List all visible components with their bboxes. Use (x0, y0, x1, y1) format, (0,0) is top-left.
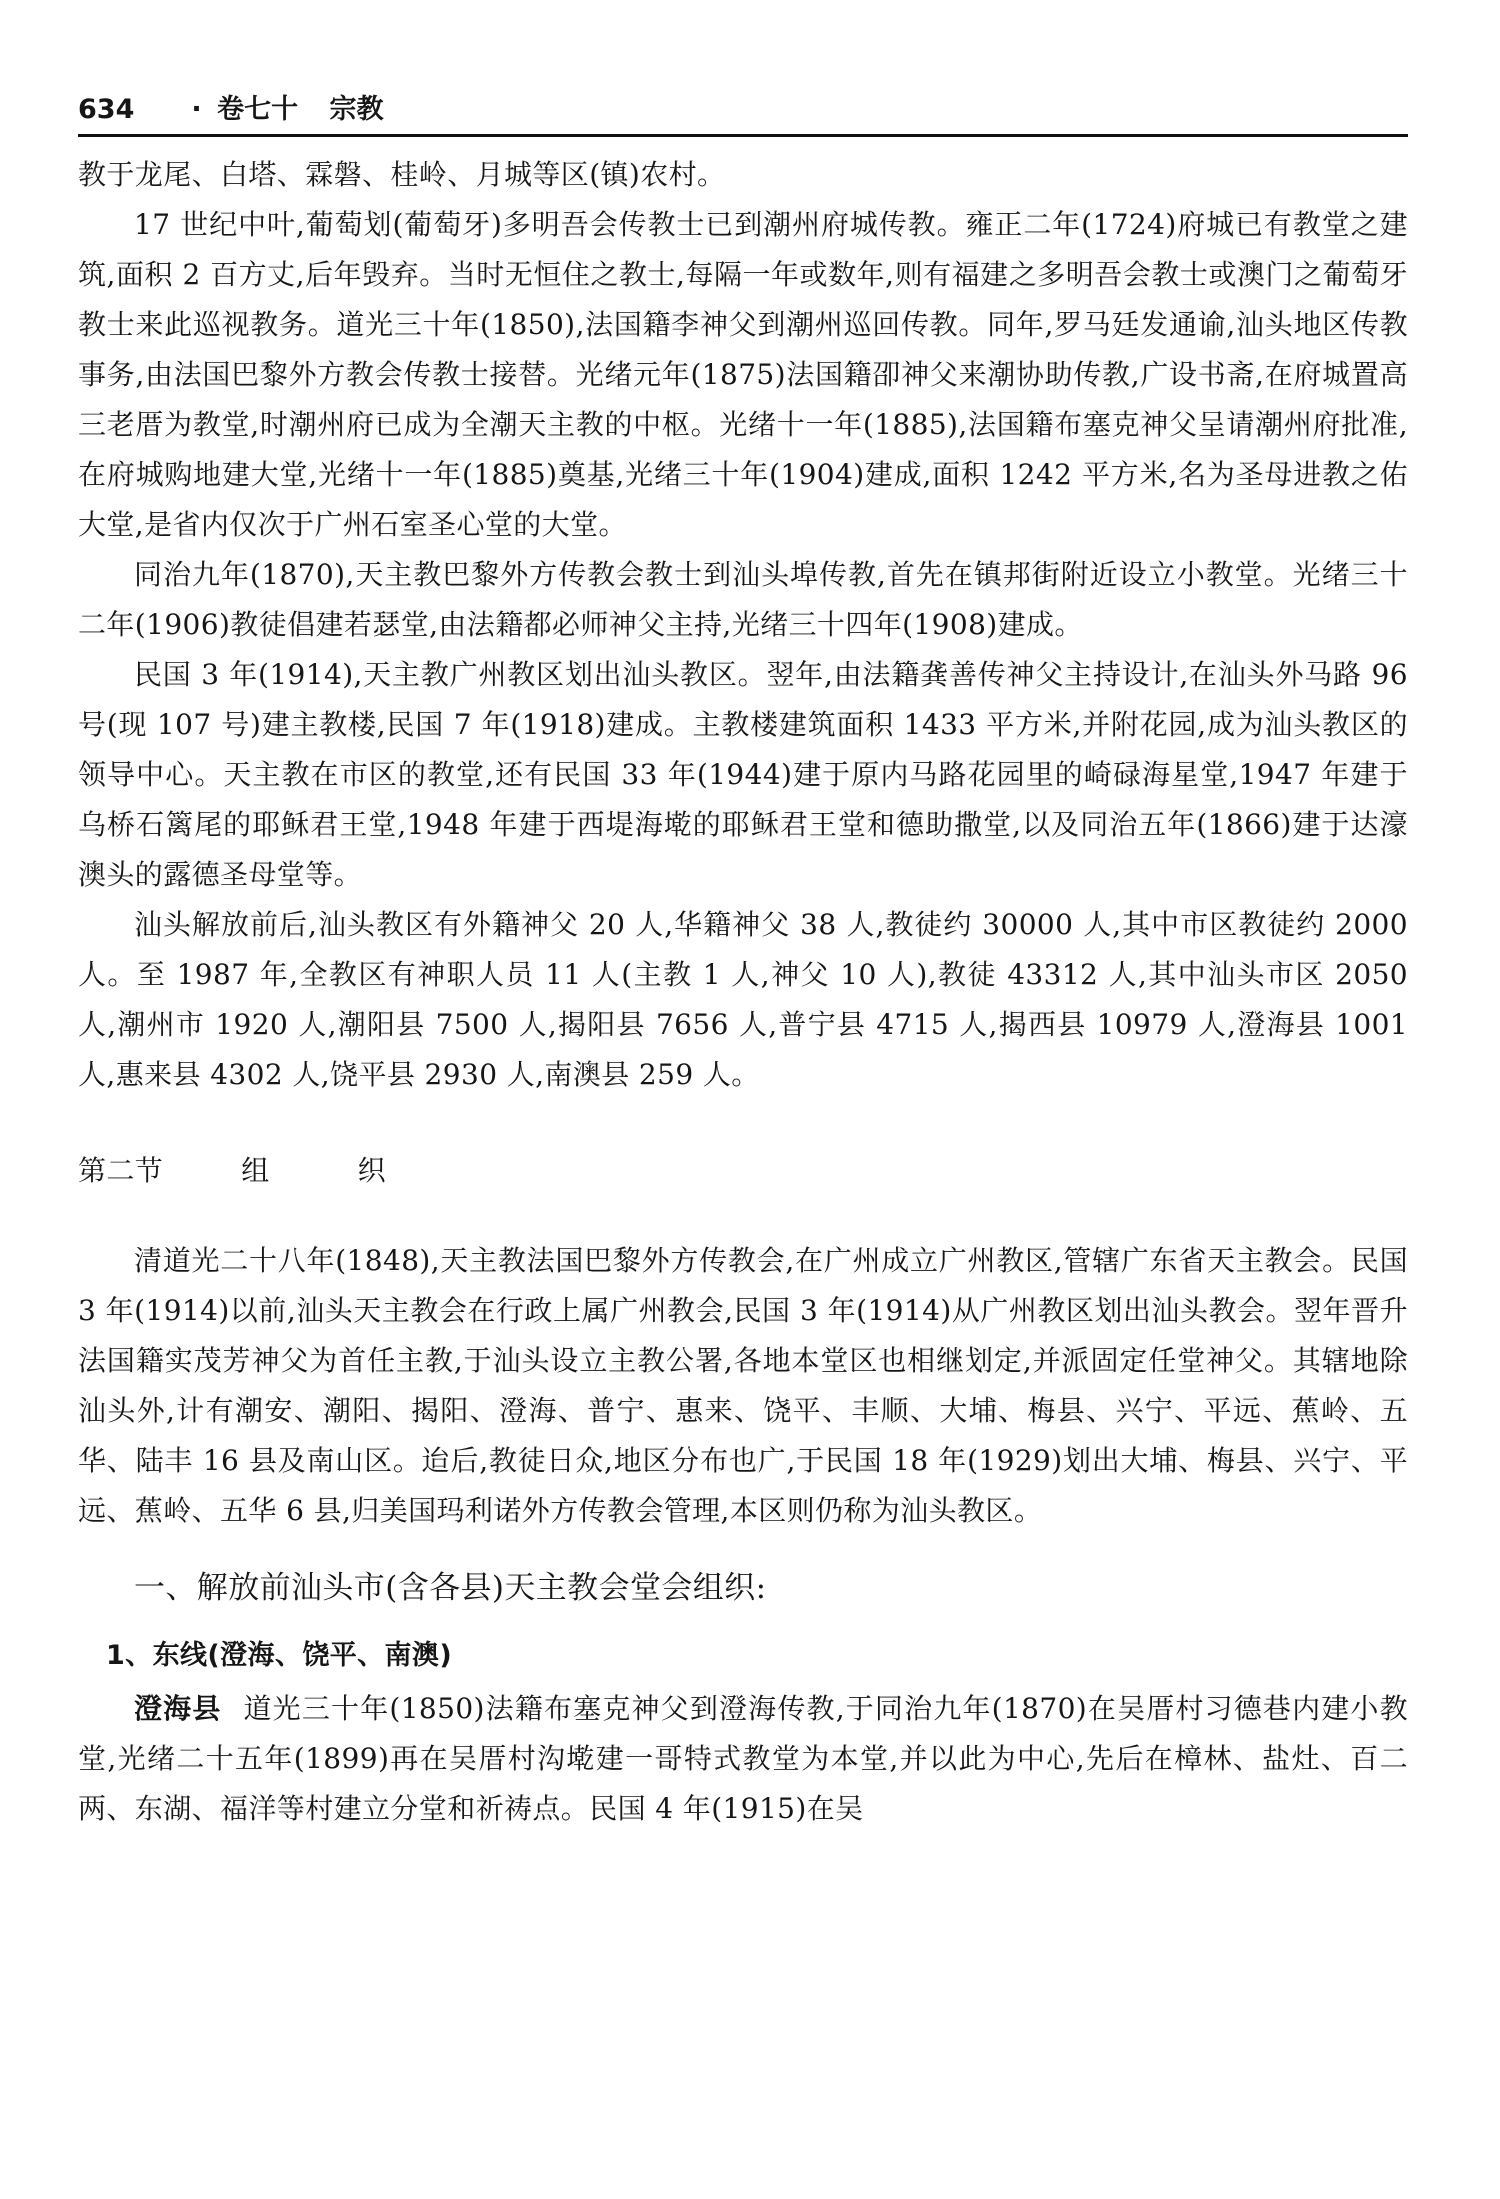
county-text: 道光三十年(1850)法籍布塞克神父到澄海传教,于同治九年(1870)在吴厝村习德巷内建小教堂,光绪二十五年(1899)再在吴厝村沟墘建一哥特式教堂为本堂,并以此为中心,先后在樟林、盐灶、百二两、东湖、福洋等村建立分堂和祈祷点。民国 4 年(1915)在吴 (78, 1692, 1409, 1825)
body-text (78, 150, 1408, 1834)
running-head (78, 88, 1408, 132)
county-label: 澄海县 (134, 1692, 222, 1725)
page-number: 634 (78, 94, 135, 125)
subject-title: 宗教 (329, 94, 384, 125)
paragraph: 清道光二十八年(1848),天主教法国巴黎外方传教会,在广州成立广州教区,管辖广东省天主教会。民国 3 年(1914)以前,汕头天主教会在行政上属广州教会,民国 3 年(1914)从广州教区划出汕头教会。翌年晋升法国籍实茂芳神父为首任主教,于汕头设立主教公署,各地本堂区也相继划定,并派固定任堂神父。其辖地除汕头外,计有潮安、潮阳、揭阳、澄海、普宁、惠来、饶平、丰顺、大埔、梅县、兴宁、平远、蕉岭、五华、陆丰 16 县及南山区。迨后,教徒日众,地区分布也广,于民国 18 年(1929)划出大埔、梅县、兴宁、平远、蕉岭、五华 6 县,归美国玛利诺外方传教会管理,本区则仍称为汕头教区。 (78, 1244, 1408, 1527)
volume-title: 卷七十 (217, 94, 299, 125)
paragraph: 汕头解放前后,汕头教区有外籍神父 20 人,华籍神父 38 人,教徒约 30000 人,其中市区教徒约 2000 人。至 1987 年,全教区有神职人员 11 人(主教 1 人,神父 10 人),教徒 43312 人,其中汕头市区 2050 人,潮州市 1920 人,潮阳县 7500 人,揭阳县 7656 人,普宁县 4715 人,揭西县 10979 人,澄海县 1001 人,惠来县 4302 人,饶平县 2930 人,南澳县 259 人。 (78, 908, 1408, 1091)
header-dot: · (191, 94, 202, 125)
paragraph-continued: 教于龙尾、白塔、霖磐、桂岭、月城等区(镇)农村。 (78, 158, 726, 191)
sub-heading: 1、东线(澄海、饶平、南澳) (106, 1640, 453, 1671)
paragraph: 同治九年(1870),天主教巴黎外方传教会教士到汕头埠传教,首先在镇邦街附近设立小教堂。光绪三十二年(1906)教徒倡建若瑟堂,由法籍都必师神父主持,光绪三十四年(1908)建成。 (78, 558, 1408, 641)
paragraph: 17 世纪中叶,葡萄划(葡萄牙)多明吾会传教士已到潮州府城传教。雍正二年(1724)府城已有教堂之建筑,面积 2 百方丈,后年毁弃。当时无恒住之教士,每隔一年或数年,则有福建之多明吾会教士或澳门之葡萄牙教士来此巡视教务。道光三十年(1850),法国籍李神父到潮州巡回传教。同年,罗马廷发通谕,汕头地区传教事务,由法国巴黎外方教会传教士接替。光绪元年(1875)法国籍卲神父来潮协助传教,广设书斋,在府城置高三老厝为教堂,时潮州府已成为全潮天主教的中枢。光绪十一年(1885),法国籍布塞克神父呈请潮州府批准,在府城购地建大堂,光绪十一年(1885)奠基,光绪三十年(1904)建成,面积 1242 平方米,名为圣母进教之佑大堂,是省内仅次于广州石室圣心堂的大堂。 (78, 208, 1408, 541)
paragraph: 民国 3 年(1914),天主教广州教区划出汕头教区。翌年,由法籍龚善传神父主持设计,在汕头外马路 96 号(现 107 号)建主教楼,民国 7 年(1918)建成。主教楼建筑面积 1433 平方米,并附花园,成为汕头教区的领导中心。天主教在市区的教堂,还有民国 33 年(1944)建于原内马路花园里的崎碌海星堂,1947 年建于乌桥石篱尾的耶稣君王堂,1948 年建于西堤海墘的耶稣君王堂和德助撒堂,以及同治五年(1866)建于达濠澳头的露德圣母堂等。 (78, 658, 1408, 891)
subsection-title: 一、解放前汕头市(含各县)天主教会堂会组织: (134, 1570, 767, 1606)
header-rule (78, 134, 1408, 137)
county-paragraph (78, 1684, 1408, 1834)
section-word: 组 (241, 1154, 270, 1187)
section-title (78, 1146, 1408, 1196)
section-number: 第二节 (78, 1154, 164, 1187)
section-word: 织 (357, 1154, 387, 1187)
